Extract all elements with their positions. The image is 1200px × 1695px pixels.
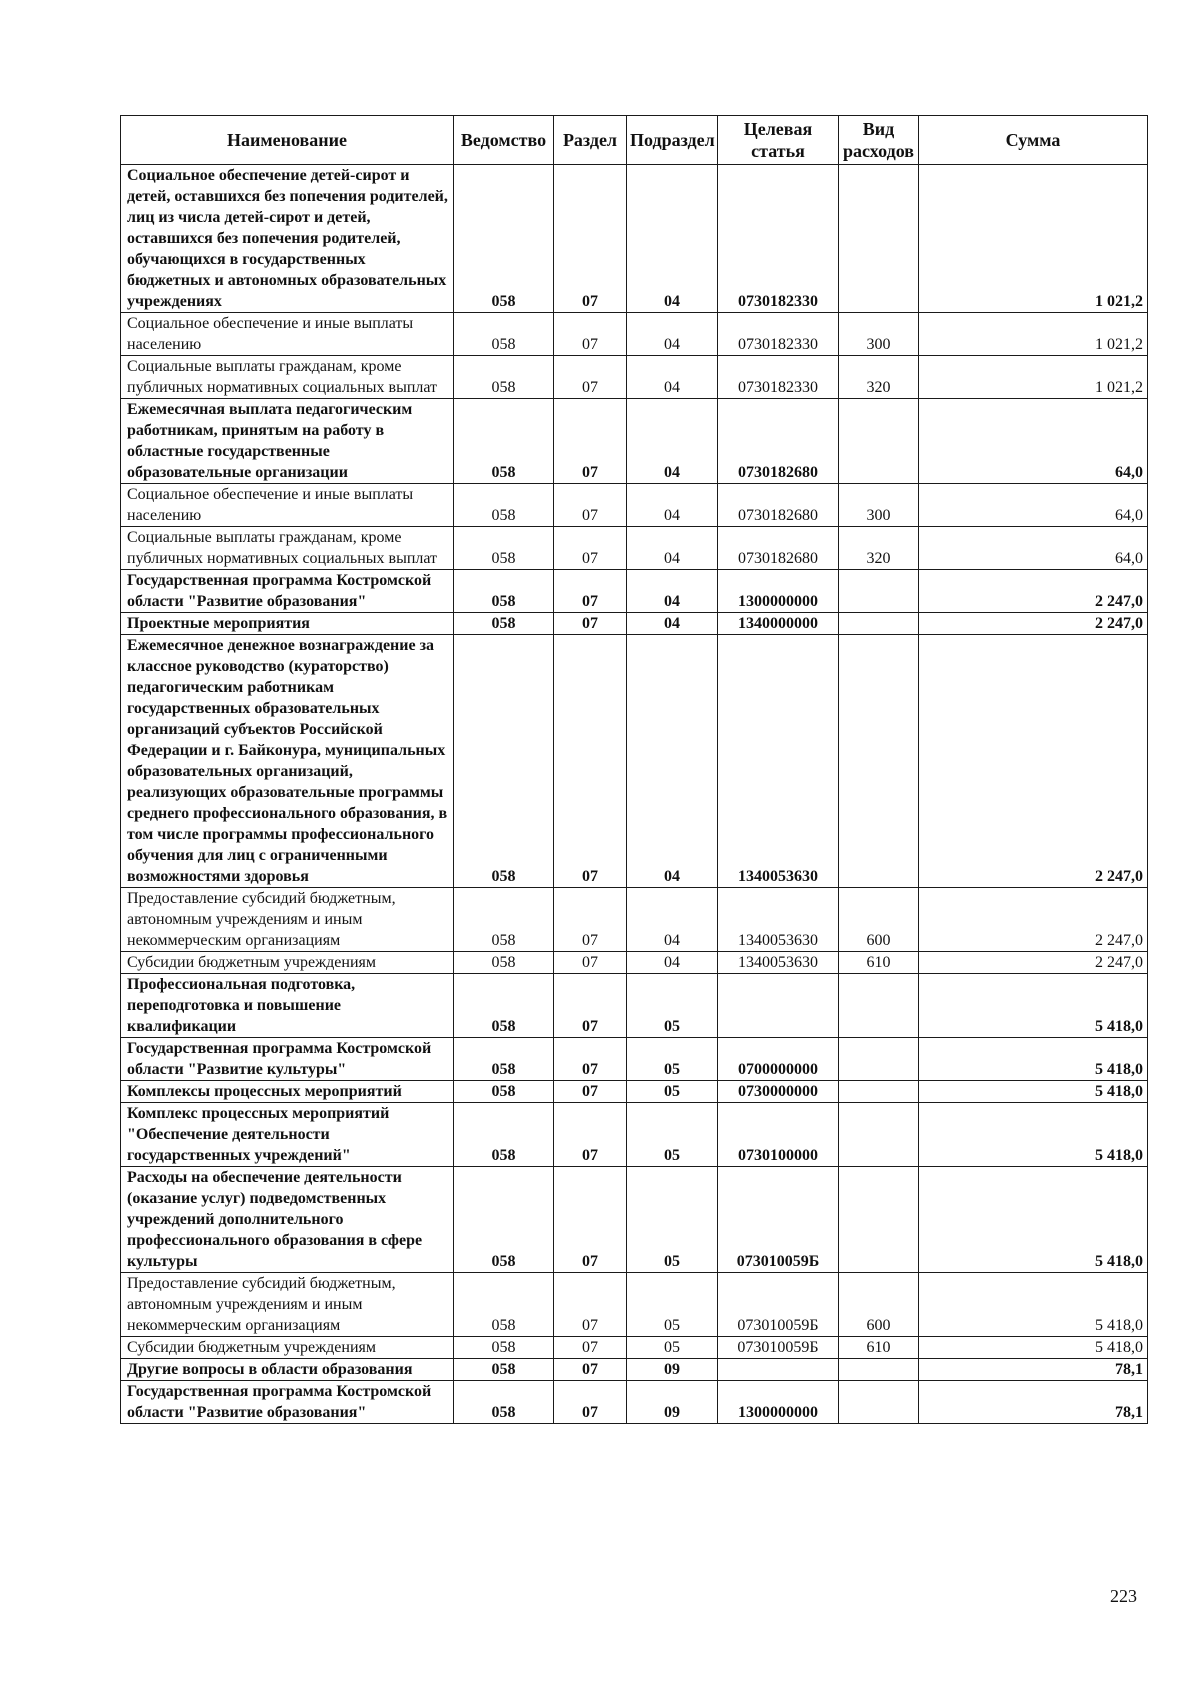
- table-row: [121, 165, 1148, 313]
- cell-vid: [839, 974, 919, 1038]
- cell-vedomstvo: 058: [454, 527, 554, 570]
- cell-vid: 610: [839, 1337, 919, 1359]
- cell-vedomstvo: 058: [454, 399, 554, 484]
- cell-vid: [839, 1381, 919, 1424]
- header-vid: Вид расходов: [839, 116, 919, 165]
- cell-tselevaya: 073010059Б: [718, 1337, 839, 1359]
- table-row: [121, 1359, 1148, 1381]
- cell-razdel: 07: [554, 974, 627, 1038]
- cell-razdel: 07: [554, 613, 627, 635]
- cell-summa: 78,1: [919, 1359, 1148, 1381]
- cell-tselevaya: 1340053630: [718, 952, 839, 974]
- cell-podrazdel: 04: [627, 165, 718, 313]
- cell-name: Государственная программа Костромской области "Развитие культуры": [121, 1038, 454, 1081]
- cell-vid: 320: [839, 527, 919, 570]
- table-row: [121, 1167, 1148, 1273]
- cell-razdel: 07: [554, 1038, 627, 1081]
- cell-razdel: 07: [554, 1103, 627, 1167]
- header-name: Наименование: [121, 116, 454, 165]
- cell-vid: 300: [839, 484, 919, 527]
- cell-podrazdel: 04: [627, 570, 718, 613]
- cell-name: Субсидии бюджетным учреждениям: [121, 1337, 454, 1359]
- cell-tselevaya: 0730000000: [718, 1081, 839, 1103]
- cell-summa: 2 247,0: [919, 613, 1148, 635]
- table-row: [121, 635, 1148, 888]
- table-row: [121, 313, 1148, 356]
- cell-vedomstvo: 058: [454, 1103, 554, 1167]
- cell-summa: 5 418,0: [919, 974, 1148, 1038]
- cell-tselevaya: 0700000000: [718, 1038, 839, 1081]
- cell-vid: [839, 1081, 919, 1103]
- cell-razdel: 07: [554, 1381, 627, 1424]
- cell-summa: 1 021,2: [919, 356, 1148, 399]
- cell-vedomstvo: 058: [454, 888, 554, 952]
- cell-vid: 300: [839, 313, 919, 356]
- table-row: [121, 1337, 1148, 1359]
- cell-podrazdel: 05: [627, 1273, 718, 1337]
- cell-vid: [839, 1038, 919, 1081]
- cell-summa: 1 021,2: [919, 165, 1148, 313]
- cell-vedomstvo: 058: [454, 974, 554, 1038]
- header-summa: Сумма: [919, 116, 1148, 165]
- cell-name: Социальные выплаты гражданам, кроме публичных нормативных социальных выплат: [121, 356, 454, 399]
- cell-name: Проектные мероприятия: [121, 613, 454, 635]
- cell-summa: 64,0: [919, 527, 1148, 570]
- cell-name: Профессиональная подготовка, переподготовка и повышение квалификации: [121, 974, 454, 1038]
- cell-vid: [839, 1167, 919, 1273]
- table-row: [121, 1273, 1148, 1337]
- cell-podrazdel: 09: [627, 1381, 718, 1424]
- cell-name: Социальные выплаты гражданам, кроме публичных нормативных социальных выплат: [121, 527, 454, 570]
- cell-podrazdel: 05: [627, 1103, 718, 1167]
- cell-tselevaya: 0730100000: [718, 1103, 839, 1167]
- cell-razdel: 07: [554, 1273, 627, 1337]
- cell-podrazdel: 04: [627, 613, 718, 635]
- cell-vedomstvo: 058: [454, 313, 554, 356]
- cell-name: Комплекс процессных мероприятий "Обеспечение деятельности государственных учреждений": [121, 1103, 454, 1167]
- header-vedomstvo: Ведомство: [454, 116, 554, 165]
- cell-summa: 2 247,0: [919, 888, 1148, 952]
- budget-table: [120, 115, 1148, 1424]
- cell-vedomstvo: 058: [454, 635, 554, 888]
- cell-name: Комплексы процессных мероприятий: [121, 1081, 454, 1103]
- header-razdel: Раздел: [554, 116, 627, 165]
- cell-tselevaya: 0730182330: [718, 165, 839, 313]
- cell-summa: 78,1: [919, 1381, 1148, 1424]
- cell-vedomstvo: 058: [454, 570, 554, 613]
- cell-summa: 5 418,0: [919, 1167, 1148, 1273]
- cell-podrazdel: 05: [627, 1081, 718, 1103]
- cell-tselevaya: 1340053630: [718, 635, 839, 888]
- cell-tselevaya: 0730182680: [718, 399, 839, 484]
- cell-podrazdel: 05: [627, 1038, 718, 1081]
- cell-vid: [839, 1103, 919, 1167]
- cell-vid: [839, 165, 919, 313]
- cell-tselevaya: 1300000000: [718, 1381, 839, 1424]
- cell-podrazdel: 04: [627, 952, 718, 974]
- cell-tselevaya: 0730182330: [718, 356, 839, 399]
- cell-vedomstvo: 058: [454, 356, 554, 399]
- cell-name: Социальное обеспечение и иные выплаты населению: [121, 484, 454, 527]
- cell-podrazdel: 04: [627, 635, 718, 888]
- cell-podrazdel: 04: [627, 484, 718, 527]
- cell-tselevaya: [718, 1359, 839, 1381]
- table-row: [121, 1038, 1148, 1081]
- cell-vedomstvo: 058: [454, 484, 554, 527]
- cell-razdel: 07: [554, 165, 627, 313]
- cell-summa: 5 418,0: [919, 1081, 1148, 1103]
- cell-razdel: 07: [554, 1337, 627, 1359]
- table-row: [121, 527, 1148, 570]
- cell-summa: 64,0: [919, 484, 1148, 527]
- cell-vedomstvo: 058: [454, 1081, 554, 1103]
- cell-tselevaya: 073010059Б: [718, 1273, 839, 1337]
- cell-name: Субсидии бюджетным учреждениям: [121, 952, 454, 974]
- cell-tselevaya: 1340053630: [718, 888, 839, 952]
- cell-razdel: 07: [554, 888, 627, 952]
- cell-name: Государственная программа Костромской области "Развитие образования": [121, 570, 454, 613]
- cell-name: Ежемесячное денежное вознаграждение за классное руководство (кураторство) педагогическим работникам государственных образовательных организаций субъектов Российской Федерации и г. Байконура, муниципальных образовательных организаций, реализующих образовательные программы среднего профессионального образования, в том числе программы профессионального обучения для лиц с ограниченными возможностями здоровья: [121, 635, 454, 888]
- table-row: [121, 974, 1148, 1038]
- cell-summa: 5 418,0: [919, 1337, 1148, 1359]
- cell-razdel: 07: [554, 952, 627, 974]
- cell-name: Социальное обеспечение и иные выплаты населению: [121, 313, 454, 356]
- cell-name: Другие вопросы в области образования: [121, 1359, 454, 1381]
- cell-vedomstvo: 058: [454, 165, 554, 313]
- header-tselevaya: Целевая статья: [718, 116, 839, 165]
- cell-vedomstvo: 058: [454, 1167, 554, 1273]
- cell-vedomstvo: 058: [454, 952, 554, 974]
- cell-tselevaya: 073010059Б: [718, 1167, 839, 1273]
- cell-tselevaya: 0730182680: [718, 527, 839, 570]
- table-body: [121, 165, 1148, 1424]
- cell-vid: [839, 1359, 919, 1381]
- cell-name: Ежемесячная выплата педагогическим работникам, принятым на работу в областные государственные образовательные организации: [121, 399, 454, 484]
- cell-name: Предоставление субсидий бюджетным, автономным учреждениям и иным некоммерческим организациям: [121, 888, 454, 952]
- table-row: [121, 356, 1148, 399]
- cell-razdel: 07: [554, 1359, 627, 1381]
- cell-summa: 5 418,0: [919, 1273, 1148, 1337]
- cell-vedomstvo: 058: [454, 1273, 554, 1337]
- header-podrazdel: Подраздел: [627, 116, 718, 165]
- cell-razdel: 07: [554, 1167, 627, 1273]
- cell-summa: 2 247,0: [919, 570, 1148, 613]
- table-row: [121, 888, 1148, 952]
- cell-podrazdel: 05: [627, 1167, 718, 1273]
- cell-podrazdel: 05: [627, 1337, 718, 1359]
- page-number: 223: [1110, 1586, 1137, 1606]
- cell-vedomstvo: 058: [454, 1381, 554, 1424]
- cell-name: Предоставление субсидий бюджетным, автономным учреждениям и иным некоммерческим организациям: [121, 1273, 454, 1337]
- header-row: [121, 116, 1148, 165]
- table-row: [121, 399, 1148, 484]
- cell-summa: 64,0: [919, 399, 1148, 484]
- cell-podrazdel: 04: [627, 527, 718, 570]
- cell-razdel: 07: [554, 527, 627, 570]
- cell-razdel: 07: [554, 356, 627, 399]
- cell-vid: 600: [839, 1273, 919, 1337]
- cell-summa: 2 247,0: [919, 635, 1148, 888]
- cell-vid: 600: [839, 888, 919, 952]
- cell-podrazdel: 04: [627, 356, 718, 399]
- cell-podrazdel: 04: [627, 888, 718, 952]
- cell-summa: 5 418,0: [919, 1038, 1148, 1081]
- cell-vid: 320: [839, 356, 919, 399]
- table-row: [121, 570, 1148, 613]
- cell-podrazdel: 04: [627, 313, 718, 356]
- cell-name: Государственная программа Костромской области "Развитие образования": [121, 1381, 454, 1424]
- table-row: [121, 1381, 1148, 1424]
- cell-vedomstvo: 058: [454, 613, 554, 635]
- cell-name: Расходы на обеспечение деятельности (оказание услуг) подведомственных учреждений дополнительного профессионального образования в сфере культуры: [121, 1167, 454, 1273]
- cell-vid: [839, 570, 919, 613]
- cell-vedomstvo: 058: [454, 1038, 554, 1081]
- cell-tselevaya: 1300000000: [718, 570, 839, 613]
- table-row: [121, 952, 1148, 974]
- cell-name: Социальное обеспечение детей-сирот и детей, оставшихся без попечения родителей, лиц из числа детей-сирот и детей, оставшихся без попечения родителей, обучающихся в государственных бюджетных и автономных образовательных учреждениях: [121, 165, 454, 313]
- cell-tselevaya: 0730182330: [718, 313, 839, 356]
- table-row: [121, 484, 1148, 527]
- cell-vedomstvo: 058: [454, 1337, 554, 1359]
- cell-summa: 1 021,2: [919, 313, 1148, 356]
- cell-tselevaya: 1340000000: [718, 613, 839, 635]
- table-row: [121, 1081, 1148, 1103]
- cell-vedomstvo: 058: [454, 1359, 554, 1381]
- cell-vid: [839, 399, 919, 484]
- cell-podrazdel: 09: [627, 1359, 718, 1381]
- table-row: [121, 613, 1148, 635]
- cell-razdel: 07: [554, 484, 627, 527]
- cell-vid: [839, 635, 919, 888]
- cell-summa: 5 418,0: [919, 1103, 1148, 1167]
- cell-tselevaya: [718, 974, 839, 1038]
- table-row: [121, 1103, 1148, 1167]
- cell-podrazdel: 04: [627, 399, 718, 484]
- cell-vid: 610: [839, 952, 919, 974]
- cell-tselevaya: 0730182680: [718, 484, 839, 527]
- cell-podrazdel: 05: [627, 974, 718, 1038]
- cell-razdel: 07: [554, 1081, 627, 1103]
- cell-razdel: 07: [554, 570, 627, 613]
- cell-razdel: 07: [554, 399, 627, 484]
- cell-razdel: 07: [554, 635, 627, 888]
- cell-razdel: 07: [554, 313, 627, 356]
- cell-summa: 2 247,0: [919, 952, 1148, 974]
- cell-vid: [839, 613, 919, 635]
